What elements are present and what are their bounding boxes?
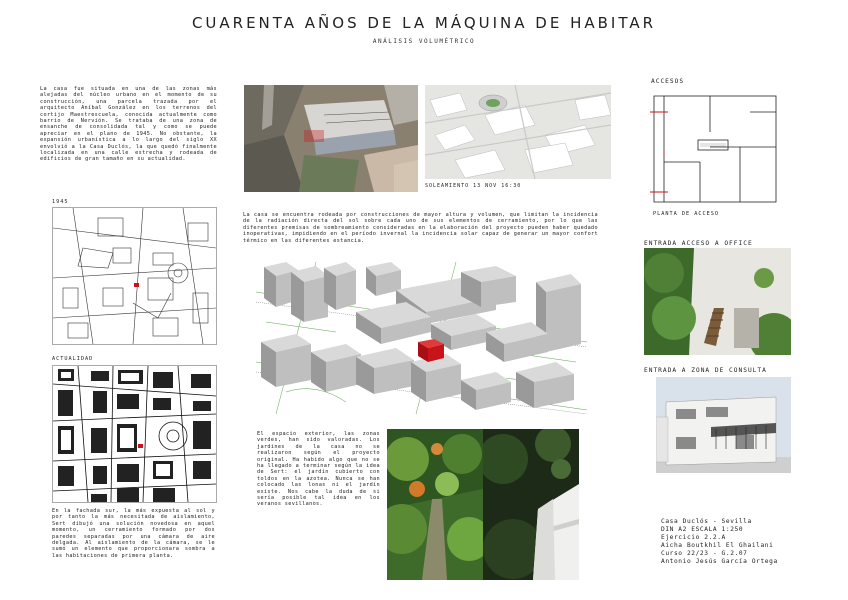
volumetric-paragraph: La casa se encuentra rodeada por construcciones de mayor altura y volumen, que limitan la incidencia de la radiación directa del sol sobre cada uno de sus elementos de cerramiento, por lo que las diferentes premisas de sombreamiento consideradas en la elaboración del proyecto pueden haber quedado inoperativas, impidiendo en el período invernal la incidencia solar capaz de generar un mayor confort térmico en las diferentes estancia. [243, 212, 598, 244]
aerial-photo-3d-model [425, 85, 611, 179]
page-subtitle: ANÁLISIS VOLUMÉTRICO [372, 38, 476, 45]
entrada-office-heading: ENTRADA ACCESO A OFFICE [644, 240, 753, 247]
access-plan-label: PLANTA DE ACCESO [653, 211, 719, 217]
info-line: Aicha Boutkhil El Ghailani [661, 542, 774, 550]
south-facade-paragraph: En la fachada sur, la más expuesta al sol y por tanto la más necesitada de aislamiento, Sert dibujó una solución novedosa en aquel momento, un cerramiento formado por dos paredes separadas por una cámara de aire delgada. Al aislamiento de la cámara, se le sumó un elemento que proporcionara sombra a las habitaciones de primera planta. [52, 508, 215, 559]
entrada-consulta-heading: ENTRADA A ZONA DE CONSULTA [644, 367, 767, 374]
map-current [52, 365, 217, 503]
info-line: Curso 22/23 - G.2.07 [661, 550, 748, 558]
map-1945-label: 1945 [52, 199, 69, 205]
page-title: CUARENTA AÑOS DE LA MÁQUINA DE HABITAR [191, 14, 657, 32]
sun-study-caption: SOLEAMIENTO 13 NOV 16:30 [425, 183, 522, 189]
office-entrance-photo [644, 248, 791, 355]
info-line: Ejercicio 2.2.A [661, 534, 726, 542]
map-current-label: ACTUALIDAD [52, 356, 94, 362]
garden-photo-facade [483, 429, 579, 580]
consulta-entrance-render [656, 377, 791, 473]
info-line: Antonio Jesús García Ortega [661, 558, 778, 566]
intro-paragraph: La casa fue situada en una de las zonas más alejadas del núcleo urbano en el momento de su construcción, una parcela trazada por el arquitecto Aníbal González en los terrenos del cortijo Maestrescuela, conocida actualmente como barrio de Nervión. Se trataba de una zona de ensanche de consolidada tal y como se puede apreciar en el plano de 1945. No obstante, la expansión urbanística a lo largo del siglo XX envolvió a la Casa Duclós, la que quedó finalmente localizada en una calle estrecha y rodeada de edificios de gran tamaño en su actualidad. [40, 86, 217, 163]
access-floor-plan [650, 92, 786, 210]
accesos-heading: ACCESOS [651, 78, 685, 85]
project-info-block [661, 518, 831, 567]
garden-paragraph: El espacio exterior, las zonas verdes, han sido valoradas. Los jardines de la casa no se realizaron según el proyecto original. Ha habido algo que no se ha llegado a terminar según la idea de Sert: el jardín cubierto con toldos en la azotea. Nunca se han colocado las lonas ni el jardín existe. Nos cabe la duda de si sería posible tal idea en los veranos sevillanos. [257, 431, 380, 508]
map-1945 [52, 207, 217, 345]
aerial-photo-city [244, 85, 418, 192]
garden-photo-path [387, 429, 483, 580]
info-line: Casa Duclós - Sevilla [661, 518, 752, 525]
info-line: DIN A2 ESCALA 1:250 [661, 526, 744, 534]
volumetric-model [256, 262, 587, 414]
